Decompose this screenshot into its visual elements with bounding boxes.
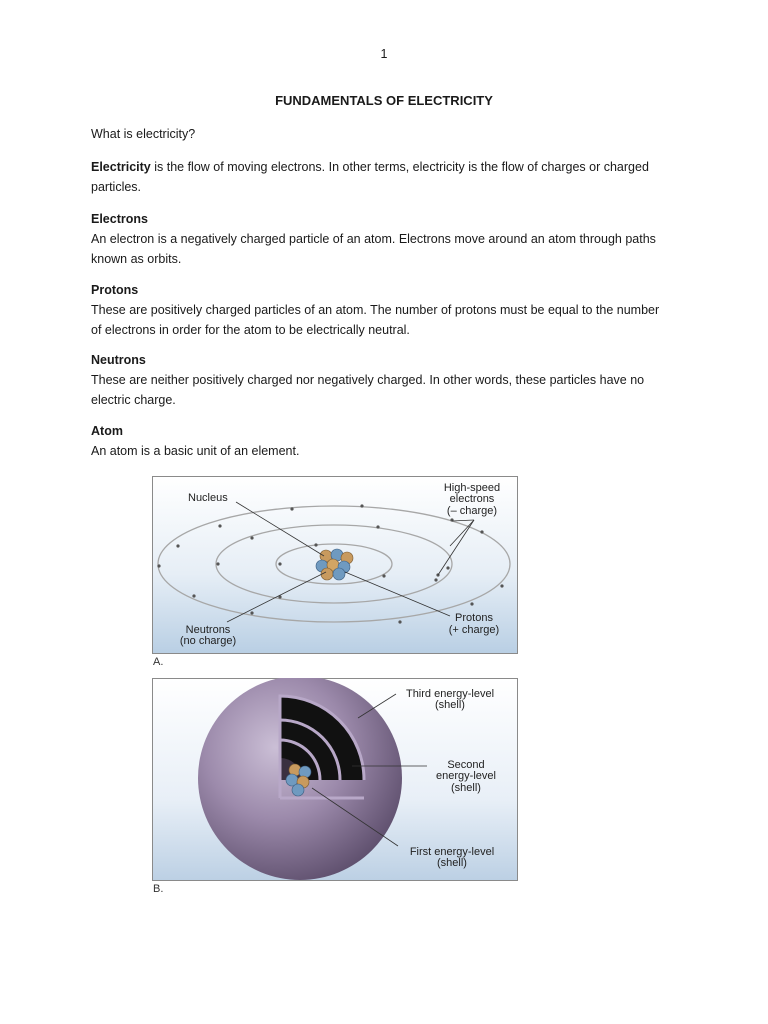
atom-line-1: An atom is a basic unit of an element. (91, 444, 300, 458)
electricity-line-2: particles. (91, 180, 142, 194)
electrons-label-line-2: electrons (449, 493, 495, 505)
neutrons-heading: Neutrons (91, 353, 146, 367)
document-title: FUNDAMENTALS OF ELECTRICITY (275, 93, 493, 108)
neutrons-label-line-2: (no charge) (179, 635, 237, 647)
electrons-section (91, 209, 691, 269)
energy-shell-diagram (152, 678, 518, 881)
figure-b-label: B. (153, 883, 164, 895)
electrons-heading: Electrons (91, 212, 148, 226)
second-shell-label-line-3: (shell) (451, 782, 481, 794)
protons-section (91, 280, 691, 340)
electrons-line-2: known as orbits. (91, 252, 182, 266)
atom-heading: Atom (91, 424, 123, 438)
electrons-label-line-3: (– charge) (446, 505, 498, 517)
atom-section (91, 421, 691, 461)
third-shell-label-line-2: (shell) (435, 699, 465, 711)
protons-line-2: of electrons in order for the atom to be electrically neutral. (91, 323, 410, 337)
first-shell-label-line-2: (shell) (437, 857, 467, 869)
energy-shell-figure (152, 678, 518, 881)
second-shell-label-line-2: energy-level (436, 770, 496, 782)
third-shell-label-line-1: Third energy-level (405, 688, 495, 700)
intro-question: What is electricity? (91, 127, 196, 141)
neutrons-line-2: electric charge. (91, 393, 176, 407)
nucleus-label: Nucleus (188, 492, 228, 504)
electricity-line-1 (91, 157, 691, 177)
second-shell-label-line-1: Second (447, 759, 485, 771)
atom-orbit-figure (152, 476, 518, 654)
protons-line-1: These are positively charged particles of an atom. The number of protons must be equal to the number (91, 303, 660, 317)
protons-label-line-1: Protons (455, 612, 493, 624)
electricity-definition: is the flow of moving electrons. In other terms, electricity is the flow of charges or charged (150, 160, 649, 174)
protons-heading: Protons (91, 283, 139, 297)
electricity-term: Electricity (91, 160, 151, 174)
electrons-label-line-1: High-speed (443, 482, 501, 494)
atom-orbit-diagram (152, 476, 518, 654)
neutrons-label-line-1: Neutrons (185, 624, 231, 636)
electricity-paragraph (91, 157, 691, 197)
electrons-line-1: An electron is a negatively charged particle of an atom. Electrons move around an atom through paths (91, 232, 656, 246)
protons-label-line-2: (+ charge) (448, 624, 500, 636)
page-number: 1 (380, 47, 388, 61)
neutrons-section (91, 350, 691, 410)
first-shell-label-line-1: First energy-level (409, 846, 495, 858)
figure-a-label: A. (153, 656, 164, 668)
neutrons-line-1: These are neither positively charged nor negatively charged. In other words, these particles have no (91, 373, 645, 387)
